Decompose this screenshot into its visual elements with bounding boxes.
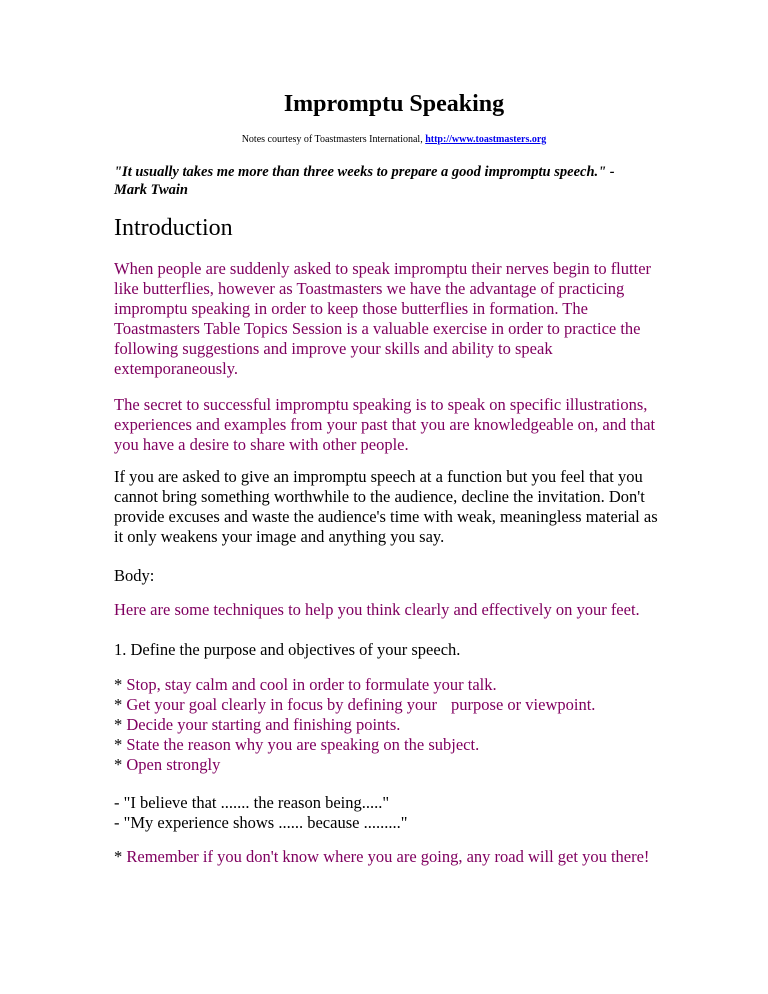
toastmasters-link[interactable]: http://www.toastmasters.org [425, 134, 547, 145]
list-item-text: Get your goal clearly in focus by defining your [126, 695, 438, 714]
credit-line [114, 133, 674, 147]
list-item [114, 715, 674, 735]
bullet-list [114, 675, 674, 775]
body-label: Body: [114, 566, 155, 585]
list-item [114, 675, 674, 695]
bullet-marker: * [114, 695, 127, 714]
bullet-marker: * [114, 735, 127, 754]
bullet-marker: * [114, 715, 127, 734]
list-item-text: Open strongly [126, 755, 221, 774]
example-line: - "My experience shows ...... because ........." [114, 813, 408, 832]
example-openings [114, 793, 674, 833]
bullet-marker: * [114, 675, 127, 694]
techniques-intro: Here are some techniques to help you think clearly and effectively on your feet. [114, 600, 640, 619]
page-title: Impromptu Speaking [283, 91, 505, 117]
step-1-heading: 1. Define the purpose and objectives of your speech. [114, 640, 461, 659]
credit-text: Notes courtesy of Toastmasters International, [241, 134, 423, 145]
list-item [114, 735, 674, 755]
section-heading-introduction: Introduction [114, 215, 233, 241]
mark-twain-quote [114, 163, 654, 199]
bullet-marker: * [114, 847, 127, 866]
quote-text: "It usually takes me more than three weeks to prepare a good impromptu speech." - [114, 164, 615, 180]
remember-text: Remember if you don't know where you are going, any road will get you there! [126, 847, 650, 866]
list-item-text: Decide your starting and finishing points. [126, 715, 401, 734]
list-item [114, 755, 674, 775]
list-item-text-tail: purpose or viewpoint. [451, 695, 596, 714]
example-line: - "I believe that ....... the reason being....." [114, 793, 390, 812]
remember-paragraph [114, 847, 659, 867]
intro-paragraph: When people are suddenly asked to speak impromptu their nerves begin to flutter like butterflies, however as Toastmasters we have the advantage of practicing impromptu speaking in order to keep those butterflies in formation. The Toastmasters Table Topics Session is a valuable exercise in order to practice the following suggestions and improve your skills and ability to speak extemporaneously. [114, 259, 652, 378]
secret-paragraph: The secret to successful impromptu speaking is to speak on specific illustrations, experiences and examples from your past that you are knowledgeable on, and that you have a desire to share with other people. [114, 395, 656, 454]
decline-paragraph: If you are asked to give an impromptu speech at a function but you feel that you cannot bring something worthwhile to the audience, decline the invitation. Don't provide excuses and waste the audience's time with weak, meaningless material as it only weakens your image and anything you say. [114, 467, 658, 546]
bullet-marker: * [114, 755, 127, 774]
list-item-text: State the reason why you are speaking on the subject. [126, 735, 480, 754]
list-item [114, 695, 674, 715]
list-item-text: Stop, stay calm and cool in order to formulate your talk. [126, 675, 497, 694]
quote-author: Mark Twain [114, 182, 188, 198]
